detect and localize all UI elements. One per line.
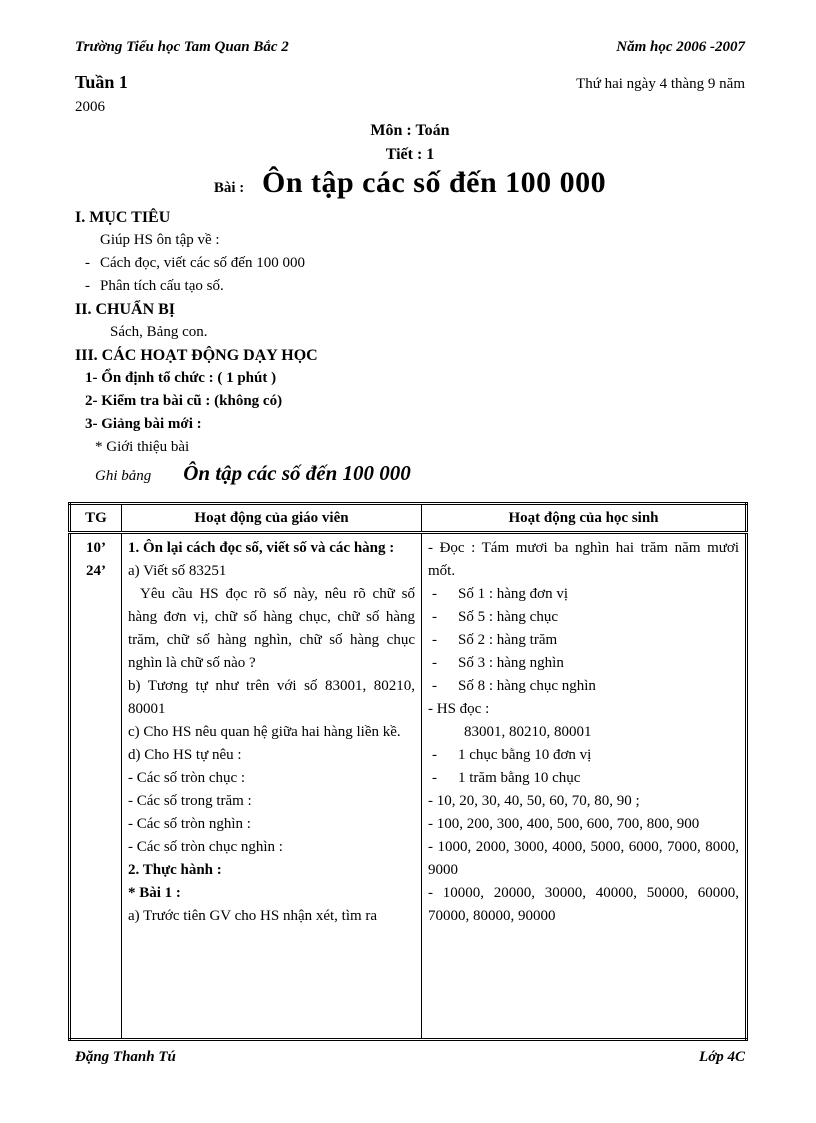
dash-marker: -	[432, 609, 437, 625]
subject-line: Môn : Toán	[370, 122, 450, 139]
col-header-teacher: Hoạt động của giáo viên	[122, 504, 422, 533]
school-year: Năm học 2006 -2007	[616, 39, 745, 55]
dash-marker: -	[432, 632, 437, 648]
teacher-paragraph: d) Cho HS tự nêu :	[128, 747, 242, 763]
board-title: Ôn tập các số đến 100 000	[183, 461, 411, 485]
bullet-text: Cách đọc, viết các số đến 100 000	[100, 255, 305, 271]
section-1-intro: Giúp HS ôn tập về :	[100, 232, 220, 248]
lesson-title: Ôn tập các số đến 100 000	[261, 166, 607, 199]
student-list-item	[428, 652, 739, 675]
student-list-item	[428, 744, 739, 767]
page-footer	[75, 1046, 745, 1069]
board-label: Ghi bảng	[95, 468, 152, 484]
teacher-paragraph: Yêu cầu HS đọc rõ số này, nêu rõ chữ số hàng đơn vị, chữ số hàng chục, chữ số hàng trăm, chữ số hàng nghìn, chữ số hàng chục nghìn là chữ số nào ?	[128, 586, 415, 671]
step-1: 1- Ổn định tổ chức : ( 1 phút )	[85, 370, 277, 386]
period-line: Tiết : 1	[385, 146, 435, 163]
student-list-text: 1 trăm bằng 10 chục	[458, 770, 581, 786]
student-list-text: Số 3 : hàng nghìn	[458, 655, 564, 671]
tg-value-bottom: 24’	[86, 563, 106, 579]
teacher-paragraph: 1. Ôn lại cách đọc số, viết số và các hàng :	[128, 540, 395, 556]
col-header-tg: TG	[70, 504, 122, 533]
footer-class: Lớp 4C	[699, 1049, 745, 1065]
student-list-item	[428, 606, 739, 629]
tg-value-top: 10’	[86, 540, 106, 556]
teacher-paragraph: b) Tương tự như trên với số 83001, 80210, 80001	[128, 678, 415, 717]
step-3: 3- Giảng bài mới :	[85, 416, 202, 432]
student-list-item	[428, 767, 739, 790]
teacher-paragraph: - Các số tròn chục nghìn :	[128, 839, 283, 855]
date-wrap-line: 2006	[75, 99, 105, 115]
dash-marker: -	[432, 655, 437, 671]
dash-marker: -	[432, 586, 437, 602]
list-item	[75, 252, 745, 275]
date-text: Thứ hai ngày 4 thàng 9 năm	[576, 76, 745, 92]
student-list-item	[428, 675, 739, 698]
week-date-row	[75, 71, 745, 96]
col-header-student: Hoạt động của học sinh	[422, 504, 747, 533]
school-name: Trường Tiểu học Tam Quan Bắc 2	[75, 39, 289, 55]
student-list-item	[428, 629, 739, 652]
teacher-paragraph: * Bài 1 :	[128, 885, 181, 901]
section-2-heading: II. CHUẨN BỊ	[75, 301, 176, 318]
student-list-text: Số 2 : hàng trăm	[458, 632, 558, 648]
student-list-text: Số 5 : hàng chục	[458, 609, 558, 625]
student-list-text: Số 1 : hàng đơn vị	[458, 586, 569, 602]
student-paragraph: - 10, 20, 30, 40, 50, 60, 70, 80, 90 ;	[428, 793, 640, 809]
week-label: Tuần 1	[75, 72, 128, 92]
teacher-paragraph: a) Viết số 83251	[128, 563, 227, 579]
teacher-paragraph: - Các số tròn chục :	[128, 770, 246, 786]
teacher-paragraph: a) Trước tiên GV cho HS nhận xét, tìm ra	[128, 908, 378, 924]
board-row	[75, 462, 745, 488]
student-list-item	[428, 583, 739, 606]
table-header-row	[70, 504, 747, 533]
step-2: 2- Kiểm tra bài cũ : (không có)	[85, 393, 283, 409]
student-list-text: 1 chục bằng 10 đơn vị	[458, 747, 592, 763]
footer-author: Đặng Thanh Tú	[75, 1049, 176, 1065]
page-header	[75, 36, 745, 59]
student-list-text: Số 8 : hàng chục nghìn	[458, 678, 596, 694]
student-paragraph: - 10000, 20000, 30000, 40000, 50000, 60000, 70000, 80000, 90000	[428, 885, 739, 924]
dash-marker: -	[85, 278, 90, 294]
intro-note: * Giới thiệu bài	[95, 439, 190, 455]
dash-marker: -	[432, 770, 437, 786]
teacher-activity-cell	[122, 533, 422, 1040]
teacher-paragraph: 2. Thực hành :	[128, 862, 222, 878]
table-row	[70, 533, 747, 1040]
teacher-paragraph: - Các số trong trăm :	[128, 793, 252, 809]
section-2-text: Sách, Bảng con.	[110, 324, 208, 340]
tg-cell	[70, 533, 122, 1040]
activities-table	[68, 502, 748, 1041]
lesson-label: Bài :	[213, 180, 245, 196]
student-paragraph: - 1000, 2000, 3000, 4000, 5000, 6000, 7000, 8000, 9000	[428, 839, 739, 878]
lesson-title-line	[75, 166, 745, 200]
section-3-heading: III. CÁC HOẠT ĐỘNG DẠY HỌC	[75, 347, 318, 364]
list-item	[75, 275, 745, 298]
teacher-paragraph: - Các số tròn nghìn :	[128, 816, 251, 832]
student-activity-cell	[422, 533, 747, 1040]
bullet-text: Phân tích cấu tạo số.	[100, 278, 224, 294]
student-paragraph: - 100, 200, 300, 400, 500, 600, 700, 800, 900	[428, 816, 700, 832]
dash-marker: -	[85, 255, 90, 271]
dash-marker: -	[432, 678, 437, 694]
teacher-paragraph: c) Cho HS nêu quan hệ giữa hai hàng liền kề.	[128, 724, 401, 740]
student-paragraph: - HS đọc :	[428, 701, 490, 717]
student-paragraph: 83001, 80210, 80001	[464, 724, 592, 740]
section-1-heading: I. MỤC TIÊU	[75, 209, 171, 226]
dash-marker: -	[432, 747, 437, 763]
student-paragraph: - Đọc : Tám mươi ba nghìn hai trăm năm mươi mốt.	[428, 540, 739, 579]
